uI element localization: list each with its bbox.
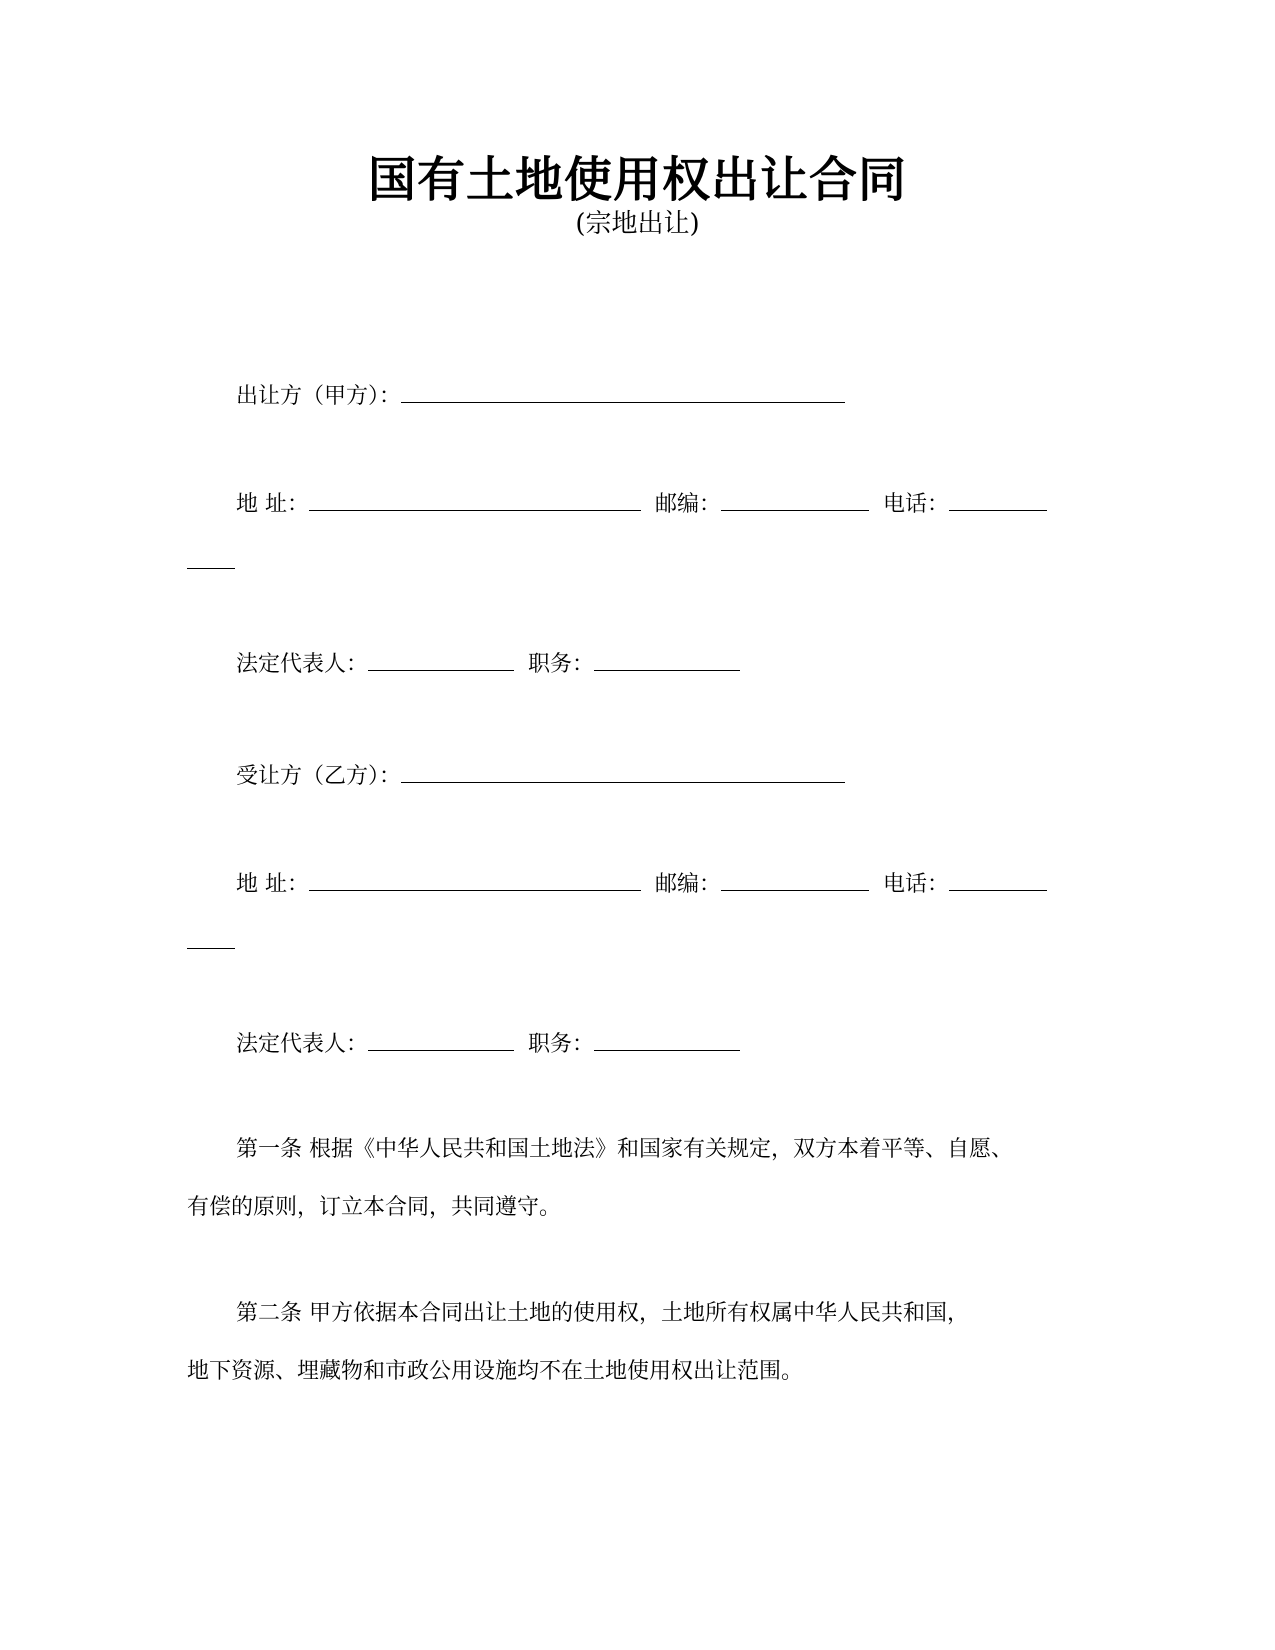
party-a-phone-continuation — [187, 546, 235, 577]
party-a-name-blank[interactable] — [401, 380, 845, 403]
party-b-line — [236, 760, 845, 791]
party-a-postcode-label: 邮编： — [655, 492, 722, 517]
article-1-line-1: 第一条 根据《中华人民共和国土地法》和国家有关规定，双方本着平等、自愿、 — [236, 1137, 1013, 1162]
party-a-position-label: 职务： — [528, 652, 595, 677]
party-a-rep-line — [236, 648, 740, 679]
party-a-phone-label: 电话： — [883, 492, 950, 517]
party-a-address-line — [236, 488, 1047, 519]
party-a-rep-label: 法定代表人： — [236, 652, 369, 677]
party-b-rep-line — [236, 1028, 740, 1059]
article-2-line-2: 地下资源、埋藏物和市政公用设施均不在土地使用权出让范围。 — [187, 1359, 804, 1384]
party-b-postcode-label: 邮编： — [655, 872, 722, 897]
party-b-label: 受让方（乙方）： — [236, 764, 402, 789]
article-1-line-2: 有偿的原则，订立本合同，共同遵守。 — [187, 1195, 562, 1220]
party-b-phone-label: 电话： — [883, 872, 950, 897]
party-a-position-blank[interactable] — [594, 648, 740, 671]
party-a-phone-blank[interactable] — [949, 488, 1047, 511]
party-b-phone-blank[interactable] — [949, 868, 1047, 891]
party-b-phone-blank-cont[interactable] — [187, 926, 235, 949]
party-b-address-label: 地 址： — [236, 872, 309, 897]
party-a-line — [236, 380, 845, 411]
document-title: 国有土地使用权出让合同 — [367, 152, 907, 208]
party-a-postcode-blank[interactable] — [721, 488, 869, 511]
party-a-address-label: 地 址： — [236, 492, 309, 517]
article-2-line-1: 第二条 甲方依据本合同出让土地的使用权，土地所有权属中华人民共和国， — [236, 1301, 969, 1326]
party-a-rep-blank[interactable] — [368, 648, 514, 671]
party-a-phone-blank-cont[interactable] — [187, 546, 235, 569]
party-b-position-label: 职务： — [528, 1032, 595, 1057]
party-b-postcode-blank[interactable] — [721, 868, 869, 891]
party-b-name-blank[interactable] — [401, 760, 845, 783]
party-b-rep-label: 法定代表人： — [236, 1032, 369, 1057]
party-b-address-line — [236, 868, 1047, 899]
party-a-label: 出让方（甲方）： — [236, 384, 402, 409]
party-b-position-blank[interactable] — [594, 1028, 740, 1051]
party-a-address-blank[interactable] — [309, 488, 641, 511]
document-subtitle: (宗地出让) — [575, 209, 700, 239]
party-b-address-blank[interactable] — [309, 868, 641, 891]
party-b-rep-blank[interactable] — [368, 1028, 514, 1051]
party-b-phone-continuation — [187, 926, 235, 957]
